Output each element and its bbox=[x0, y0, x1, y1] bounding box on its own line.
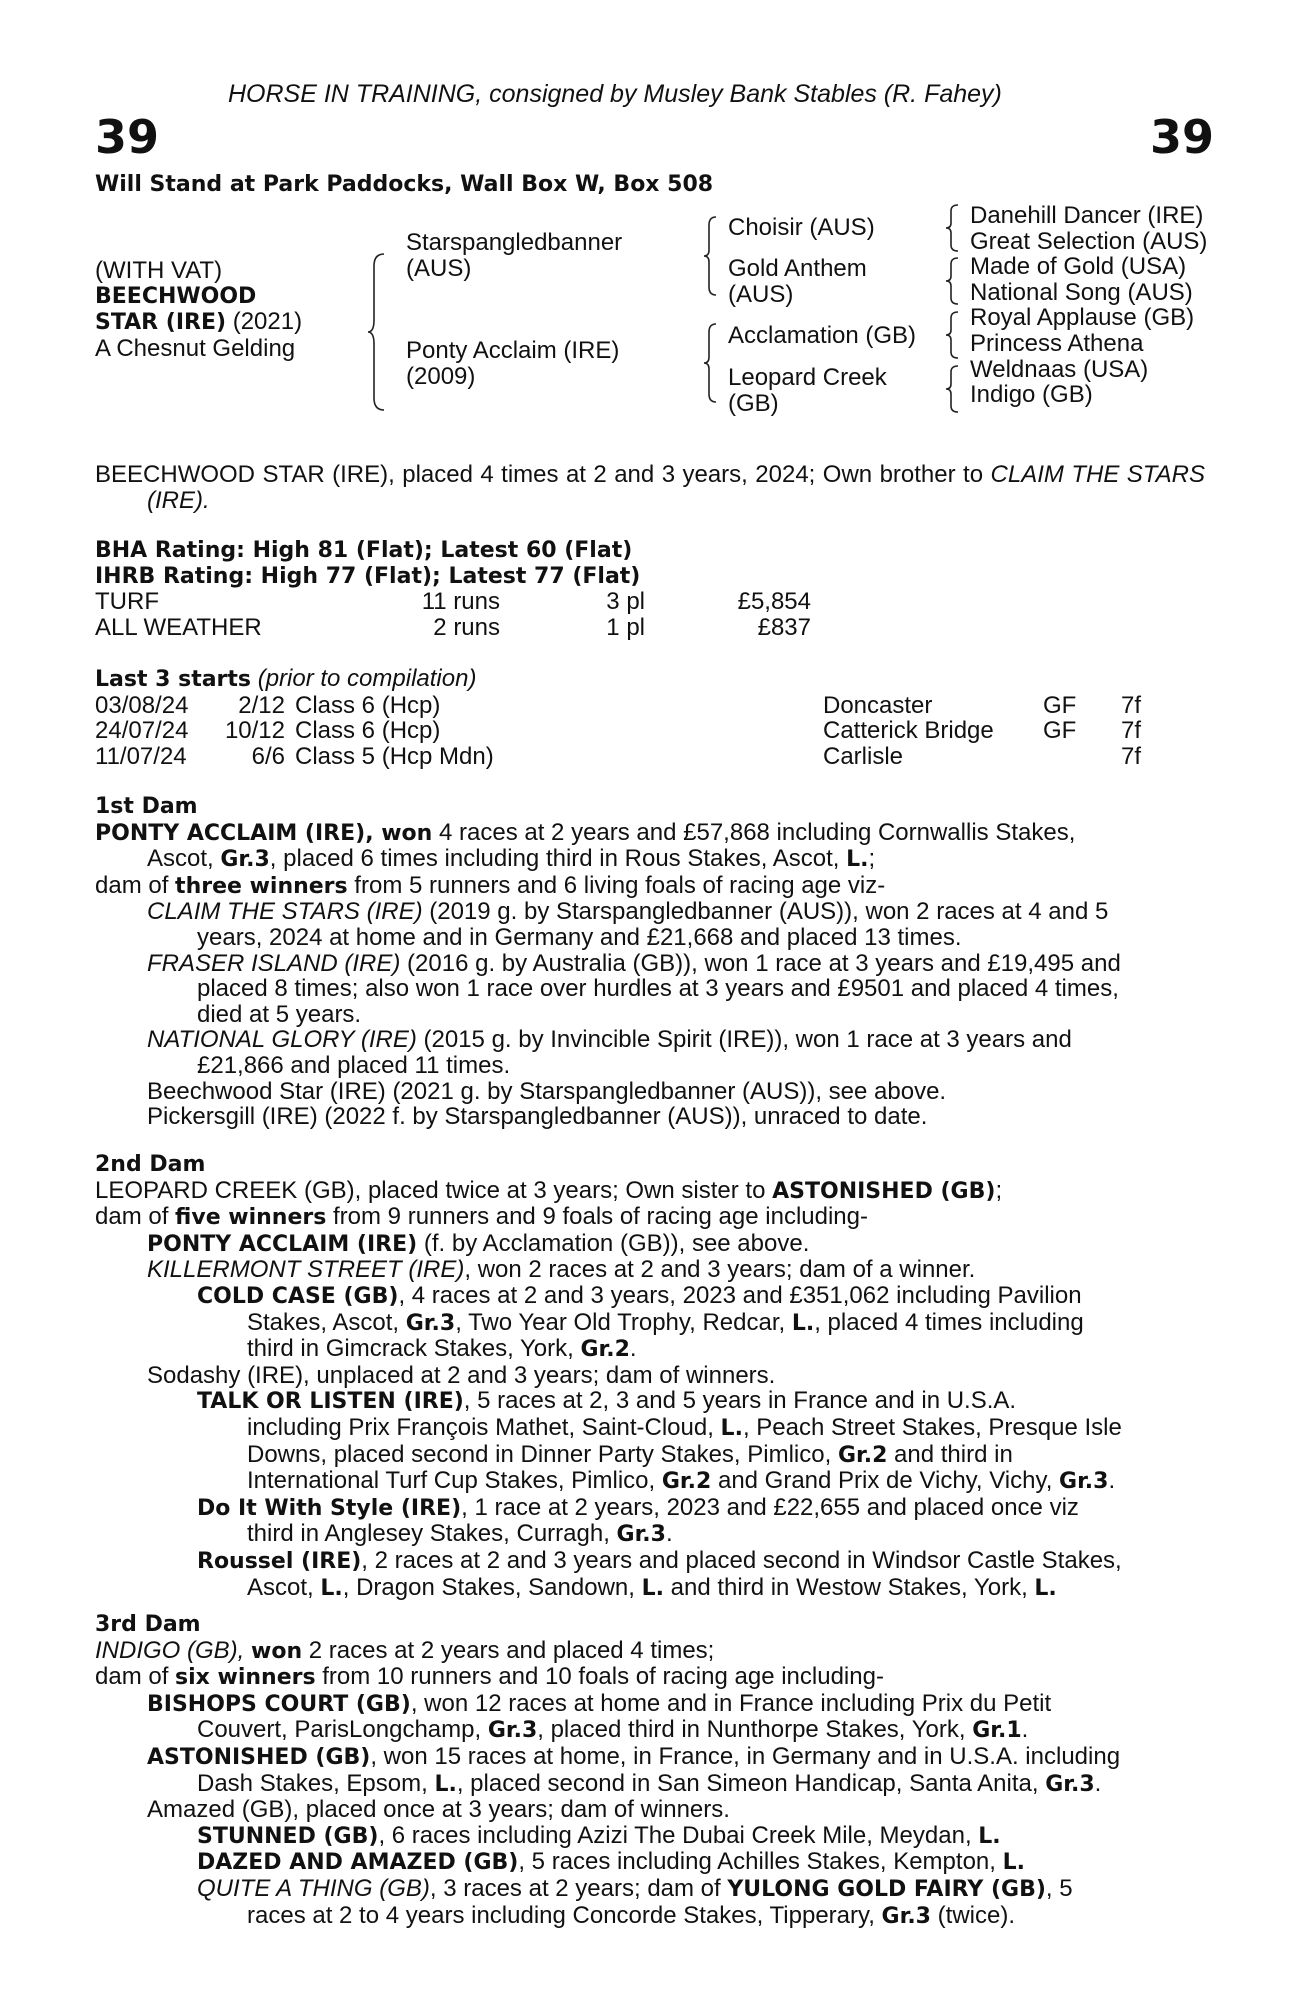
grandchild-2-line2 bbox=[95, 1415, 1205, 1442]
second-dam-title: 2nd Dam bbox=[95, 1152, 206, 1177]
text-run: and third in Westow Stakes, York, bbox=[663, 1573, 1035, 1601]
horse-name-line2: STAR (IRE) bbox=[95, 310, 227, 336]
pedigree-sire bbox=[406, 230, 622, 281]
listed-label: L. bbox=[720, 1415, 743, 1441]
sire-line1: Starspangledbanner bbox=[406, 229, 623, 256]
grandchild-name: Do It With Style (IRE) bbox=[197, 1495, 462, 1521]
runs-cell: 2 runs bbox=[433, 613, 500, 641]
grandchild-2-line4 bbox=[95, 1468, 1205, 1495]
grandchild-1-line1 bbox=[95, 1283, 1205, 1310]
text-run: . bbox=[629, 1335, 637, 1363]
grade-label: Gr.2 bbox=[661, 1469, 712, 1495]
table-row bbox=[95, 718, 1141, 744]
table-row bbox=[95, 744, 1141, 770]
summary-text: BEECHWOOD STAR (IRE), placed 4 times at 2 and 3 years, 2024; Own brother to bbox=[95, 461, 991, 488]
text-run: . bbox=[665, 1520, 673, 1548]
text-run: third in Anglesey Stakes, Curragh, bbox=[247, 1520, 617, 1548]
horse-foaling-year: (2021) bbox=[226, 308, 303, 336]
pedigree-brace-dam bbox=[704, 322, 718, 404]
text-run: , Dragon Stakes, Sandown, bbox=[342, 1573, 642, 1601]
listed-label: L. bbox=[320, 1575, 343, 1601]
offspring-1-line2: years, 2024 at home and in Germany and £21,668 and placed 13 times. bbox=[197, 923, 962, 951]
text-run: , won 15 races at home, in France, in Germany and in U.S.A. including bbox=[370, 1742, 1121, 1770]
text-run: ; bbox=[868, 845, 876, 873]
third-dam-offspring-1-line1 bbox=[95, 1691, 1205, 1718]
offspring-name: PONTY ACCLAIM (IRE) bbox=[147, 1231, 418, 1257]
dam-dam-line2: (GB) bbox=[728, 389, 779, 417]
listed-label: L. bbox=[1002, 1850, 1025, 1876]
start-distance: 7f bbox=[1121, 742, 1142, 770]
text-run: Ascot, bbox=[247, 1573, 321, 1601]
first-dam-title: 1st Dam bbox=[95, 794, 198, 819]
listed-label: L. bbox=[846, 847, 869, 873]
third-dam-offspring-3: Amazed (GB), placed once at 3 years; dam of winners. bbox=[147, 1796, 730, 1824]
text-run: , Peach Street Stakes, Presque Isle bbox=[742, 1413, 1122, 1441]
first-dam-section bbox=[95, 794, 1205, 1130]
surface-cell: TURF bbox=[95, 588, 159, 616]
won-label: won bbox=[251, 1638, 303, 1664]
grade-label: Gr.3 bbox=[405, 1310, 456, 1336]
summary-sibling: CLAIM THE STARS (IRE). bbox=[147, 461, 1205, 514]
text-run: (f. by Acclamation (GB)), see above. bbox=[417, 1229, 810, 1257]
winners-count: six winners bbox=[175, 1665, 316, 1691]
start-date: 11/07/24 bbox=[95, 742, 187, 770]
text-run: third in Gimcrack Stakes, York, bbox=[247, 1335, 581, 1363]
ancestor-g4: National Song (AUS) bbox=[970, 278, 1193, 306]
start-position: 6/6 bbox=[251, 742, 285, 770]
third-dam-offspring-2-line2 bbox=[95, 1771, 1205, 1798]
listed-label: L. bbox=[1034, 1575, 1057, 1601]
grandchild-name: COLD CASE (GB) bbox=[197, 1283, 399, 1309]
text-run: dam of bbox=[95, 1663, 176, 1691]
listed-label: L. bbox=[641, 1575, 664, 1601]
text-run: from 5 runners and 6 living foals of racing age viz- bbox=[347, 871, 886, 899]
text-run: and Grand Prix de Vichy, Vichy, bbox=[711, 1467, 1060, 1495]
grade-label: Gr.3 bbox=[616, 1522, 666, 1548]
ancestor-g1: Danehill Dancer (IRE) bbox=[970, 202, 1204, 229]
start-course: Catterick Bridge bbox=[823, 717, 994, 745]
offspring-name: NATIONAL GLORY (IRE) bbox=[147, 1026, 417, 1054]
grandchild-name: TALK OR LISTEN (IRE) bbox=[197, 1389, 464, 1415]
text-run: , 3 races at 2 years; dam of bbox=[429, 1874, 728, 1902]
winners-count: three winners bbox=[175, 873, 348, 899]
offspring-3-line1 bbox=[95, 1027, 1205, 1053]
pedigree-dam-dam bbox=[728, 365, 887, 416]
start-going: GF bbox=[1043, 717, 1077, 745]
start-date: 24/07/24 bbox=[95, 717, 189, 745]
third-dam-section bbox=[95, 1612, 1205, 1929]
third-dam-grandchild-3-line1 bbox=[95, 1876, 1205, 1903]
start-distance: 7f bbox=[1121, 717, 1142, 745]
pedigree-sire-dam bbox=[728, 256, 867, 307]
last-starts-heading bbox=[95, 666, 1205, 693]
dam-line2: (2009) bbox=[406, 362, 476, 390]
grade-label: Gr.2 bbox=[580, 1337, 630, 1363]
text-run: including Prix François Mathet, Saint-Cloud, bbox=[247, 1413, 721, 1441]
grade-label: Gr.1 bbox=[972, 1718, 1022, 1744]
winners-count: five winners bbox=[175, 1205, 327, 1231]
first-dam-name: PONTY ACCLAIM (IRE), won bbox=[95, 820, 433, 846]
pedigree-brace-main bbox=[368, 252, 388, 412]
listed-label: L. bbox=[978, 1823, 1001, 1849]
pedigree-dam bbox=[406, 338, 619, 389]
ancestor-g7: Weldnaas (USA) bbox=[970, 355, 1149, 383]
offspring-2-line1 bbox=[95, 951, 1205, 977]
horse-description: A Chesnut Gelding bbox=[95, 334, 296, 362]
start-race: Class 6 (Hcp) bbox=[295, 691, 441, 719]
table-row bbox=[95, 615, 811, 641]
text-run: , 5 races at 2, 3 and 5 years in France and in U.S.A. bbox=[463, 1387, 1017, 1415]
listed-label: L. bbox=[791, 1310, 815, 1336]
ancestor-g2: Great Selection (AUS) bbox=[970, 227, 1208, 255]
grandchild-3-line2 bbox=[95, 1521, 1205, 1548]
dam-line1: Ponty Acclaim (IRE) bbox=[406, 337, 620, 364]
second-dam-offspring-2 bbox=[95, 1257, 1205, 1283]
text-run: (2015 g. by Invincible Spirit (IRE)), won 1 race at 3 years and bbox=[416, 1026, 1072, 1054]
offspring-5: Pickersgill (IRE) (2022 f. by Starspangledbanner (AUS)), unraced to date. bbox=[147, 1103, 928, 1131]
grade-label: Gr.3 bbox=[487, 1718, 538, 1744]
grade-label: Gr.3 bbox=[1045, 1771, 1095, 1797]
consignment-header: HORSE IN TRAINING, consigned by Musley Bank Stables (R. Fahey) bbox=[228, 80, 1002, 108]
text-run: dam of bbox=[95, 871, 176, 899]
prize-cell: £837 bbox=[757, 613, 811, 641]
last-starts-section bbox=[95, 666, 1205, 769]
table-row bbox=[95, 693, 1141, 719]
grandchild-2-line1 bbox=[95, 1388, 1205, 1415]
text-run: , placed 4 times including bbox=[814, 1308, 1084, 1336]
grandchild-2-line3 bbox=[95, 1442, 1205, 1469]
start-position: 2/12 bbox=[238, 691, 285, 719]
text-run: . bbox=[1021, 1716, 1029, 1744]
text-run: and third in bbox=[887, 1440, 1013, 1468]
first-dam-line2 bbox=[95, 846, 1205, 873]
grade-label: Gr.3 bbox=[220, 847, 270, 873]
sire-dam-line2: (AUS) bbox=[728, 280, 794, 308]
grandchild-4-line1 bbox=[95, 1548, 1205, 1575]
text-run: LEOPARD CREEK (GB), placed twice at 3 years; Own sister to bbox=[95, 1176, 773, 1204]
surface-cell: ALL WEATHER bbox=[95, 613, 262, 641]
text-run: from 9 runners and 9 foals of racing age including- bbox=[326, 1203, 868, 1231]
text-run: , 4 races at 2 and 3 years, 2023 and £351,062 including Pavilion bbox=[398, 1281, 1082, 1309]
text-run: (2016 g. by Australia (GB)), won 1 race at 3 years and £19,495 and bbox=[400, 949, 1121, 977]
listed-label: L. bbox=[434, 1771, 457, 1797]
offspring-2-line2: placed 8 times; also won 1 race over hurdles at 3 years and £9501 and placed 4 times, bbox=[197, 975, 1119, 1003]
grade-label: Gr.3 bbox=[1059, 1469, 1109, 1495]
text-run: 2 races at 2 years and placed 4 times; bbox=[302, 1636, 715, 1664]
ancestor-g8: Indigo (GB) bbox=[970, 381, 1093, 409]
text-run: Stakes, Ascot, bbox=[247, 1308, 406, 1336]
text-run: . bbox=[1108, 1467, 1116, 1495]
text-run: (2019 g. by Starspangledbanner (AUS)), won 2 races at 4 and 5 bbox=[422, 898, 1109, 926]
text-run: , 2 races at 2 and 3 years and placed second in Windsor Castle Stakes, bbox=[361, 1546, 1122, 1574]
grade-label: Gr.2 bbox=[837, 1442, 888, 1468]
offspring-4: Beechwood Star (IRE) (2021 g. by Starspangledbanner (AUS)), see above. bbox=[147, 1077, 947, 1105]
pedigree-third-generation bbox=[970, 203, 1207, 408]
offspring-3-line2: £21,866 and placed 11 times. bbox=[197, 1051, 511, 1079]
text-run: dam of bbox=[95, 1203, 176, 1231]
ratings-section bbox=[95, 538, 1205, 640]
text-run: , 5 races including Achilles Stakes, Kempton, bbox=[518, 1848, 1003, 1876]
offspring-name: ASTONISHED (GB) bbox=[147, 1744, 371, 1770]
horse-name-line1: BEECHWOOD bbox=[95, 283, 257, 309]
text-run: , placed third in Nunthorpe Stakes, York, bbox=[537, 1716, 973, 1744]
last-starts-title: Last 3 starts bbox=[95, 667, 252, 692]
third-dam-grandchild-2 bbox=[95, 1849, 1205, 1876]
grandchild-3-line1 bbox=[95, 1495, 1205, 1522]
text-run: ; bbox=[995, 1176, 1003, 1204]
dam-dam-line1: Leopard Creek bbox=[728, 364, 887, 391]
first-dam-line1 bbox=[95, 820, 1205, 847]
race-record-table bbox=[95, 589, 811, 640]
text-run: , 5 bbox=[1045, 1874, 1073, 1902]
third-dam-name: INDIGO (GB), bbox=[95, 1636, 251, 1664]
start-course: Carlisle bbox=[823, 742, 904, 770]
text-run: , placed 6 times including third in Rous Stakes, Ascot, bbox=[269, 845, 847, 873]
text-run: , won 2 races at 2 and 3 years; dam of a winner. bbox=[464, 1256, 976, 1284]
offspring-name: KILLERMONT STREET (IRE) bbox=[147, 1256, 465, 1284]
grandchild-1-line3 bbox=[95, 1336, 1205, 1363]
third-dam-grandchild-1 bbox=[95, 1823, 1205, 1850]
bha-rating: BHA Rating: High 81 (Flat); Latest 60 (Flat) bbox=[95, 538, 633, 563]
offspring-name: BISHOPS COURT (GB) bbox=[147, 1691, 411, 1717]
start-race: Class 6 (Hcp) bbox=[295, 717, 441, 745]
second-dam-offspring-3: Sodashy (IRE), unplaced at 2 and 3 years; dam of winners. bbox=[147, 1361, 776, 1389]
grandchild-name: Roussel (IRE) bbox=[197, 1548, 362, 1574]
sibling-name: ASTONISHED (GB) bbox=[772, 1178, 996, 1204]
text-run: . bbox=[1094, 1769, 1102, 1797]
horse-identity bbox=[95, 258, 302, 361]
third-dam-grandchild-3-line2 bbox=[95, 1903, 1205, 1930]
pedigree-brace-g2 bbox=[946, 256, 960, 306]
stabling-location: Will Stand at Park Paddocks, Wall Box W, Box 508 bbox=[95, 172, 714, 197]
text-run: Couvert, ParisLongchamp, bbox=[197, 1716, 488, 1744]
text-run: Ascot, bbox=[147, 845, 221, 873]
text-run: , won 12 races at home and in France including Prix du Petit bbox=[410, 1689, 1052, 1717]
third-dam-offspring-1-line2 bbox=[95, 1717, 1205, 1744]
text-run: (twice). bbox=[930, 1901, 1015, 1929]
second-dam-line1 bbox=[95, 1178, 1205, 1205]
start-date: 03/08/24 bbox=[95, 691, 189, 719]
third-dam-line2 bbox=[95, 1664, 1205, 1691]
ancestor-g5: Royal Applause (GB) bbox=[970, 304, 1195, 332]
third-dam-offspring-2-line1 bbox=[95, 1744, 1205, 1771]
second-dam-offspring-1 bbox=[95, 1231, 1205, 1258]
offspring-name: CLAIM THE STARS (IRE) bbox=[147, 898, 423, 926]
pedigree-dam-sire bbox=[728, 323, 916, 349]
sire-sire-line1: Choisir (AUS) bbox=[728, 214, 875, 241]
start-race: Class 5 (Hcp Mdn) bbox=[295, 742, 494, 770]
ancestor-g6: Princess Athena bbox=[970, 329, 1144, 357]
horse-summary bbox=[95, 462, 1205, 513]
grandchild-name: STUNNED (GB) bbox=[197, 1823, 379, 1849]
table-row bbox=[95, 589, 811, 615]
grandchild-name: QUITE A THING (GB) bbox=[197, 1874, 430, 1902]
pedigree-brace-g3 bbox=[946, 310, 960, 360]
pedigree-brace-g4 bbox=[946, 364, 960, 414]
prize-cell: £5,854 bbox=[737, 588, 811, 616]
text-run: , 1 race at 2 years, 2023 and £22,655 and placed once viz bbox=[461, 1493, 1079, 1521]
great-grandchild-name: YULONG GOLD FAIRY (GB) bbox=[727, 1876, 1046, 1902]
offspring-name: FRASER ISLAND (IRE) bbox=[147, 949, 401, 977]
grade-label: Gr.3 bbox=[881, 1903, 931, 1929]
third-dam-title: 3rd Dam bbox=[95, 1612, 201, 1637]
last-starts-subtitle: (prior to compilation) bbox=[251, 665, 477, 692]
text-run: from 10 runners and 10 foals of racing age including- bbox=[315, 1663, 884, 1691]
runs-cell: 11 runs bbox=[421, 588, 500, 616]
offspring-1-line1 bbox=[95, 899, 1205, 925]
third-dam-line1 bbox=[95, 1638, 1205, 1665]
pedigree-brace-sire bbox=[704, 215, 718, 297]
grandchild-name: DAZED AND AMAZED (GB) bbox=[197, 1850, 519, 1876]
grandchild-1-line2 bbox=[95, 1310, 1205, 1337]
start-course: Doncaster bbox=[823, 691, 933, 719]
sire-dam-line1: Gold Anthem bbox=[728, 255, 867, 282]
start-distance: 7f bbox=[1121, 691, 1142, 719]
placed-cell: 3 pl bbox=[606, 588, 645, 616]
vat-note: (WITH VAT) bbox=[95, 257, 223, 284]
text-run: Downs, placed second in Dinner Party Stakes, Pimlico, bbox=[247, 1440, 838, 1468]
ihrb-rating: IHRB Rating: High 77 (Flat); Latest 77 (Flat) bbox=[95, 563, 641, 589]
second-dam-section bbox=[95, 1152, 1205, 1601]
start-going bbox=[1043, 744, 1121, 770]
text-run: races at 2 to 4 years including Concorde Stakes, Tipperary, bbox=[247, 1901, 882, 1929]
text-run: , Two Year Old Trophy, Redcar, bbox=[455, 1308, 792, 1336]
sire-line2: (AUS) bbox=[406, 254, 472, 282]
last-starts-table bbox=[95, 693, 1141, 770]
grandchild-4-line2 bbox=[95, 1575, 1205, 1602]
start-position: 10/12 bbox=[224, 717, 285, 745]
horse-name-line2-wrap bbox=[95, 309, 302, 336]
lot-number-right: 39 bbox=[1150, 110, 1215, 164]
lot-number-left: 39 bbox=[95, 110, 160, 164]
text-run: 4 races at 2 years and £57,868 including Cornwallis Stakes, bbox=[432, 818, 1076, 846]
text-run: International Turf Cup Stakes, Pimlico, bbox=[247, 1467, 662, 1495]
second-dam-line2 bbox=[95, 1204, 1205, 1231]
text-run: Dash Stakes, Epsom, bbox=[197, 1769, 435, 1797]
pedigree-sire-sire bbox=[728, 215, 875, 241]
first-dam-line3 bbox=[95, 873, 1205, 900]
dam-sire-line1: Acclamation (GB) bbox=[728, 322, 917, 349]
text-run: , 6 races including Azizi The Dubai Creek Mile, Meydan, bbox=[378, 1821, 979, 1849]
start-going: GF bbox=[1043, 691, 1077, 719]
pedigree-brace-g1 bbox=[946, 203, 960, 253]
placed-cell: 1 pl bbox=[606, 613, 645, 641]
text-run: , placed second in San Simeon Handicap, Santa Anita, bbox=[456, 1769, 1046, 1797]
ancestor-g3: Made of Gold (USA) bbox=[970, 253, 1187, 281]
offspring-2-line3: died at 5 years. bbox=[197, 1000, 362, 1028]
